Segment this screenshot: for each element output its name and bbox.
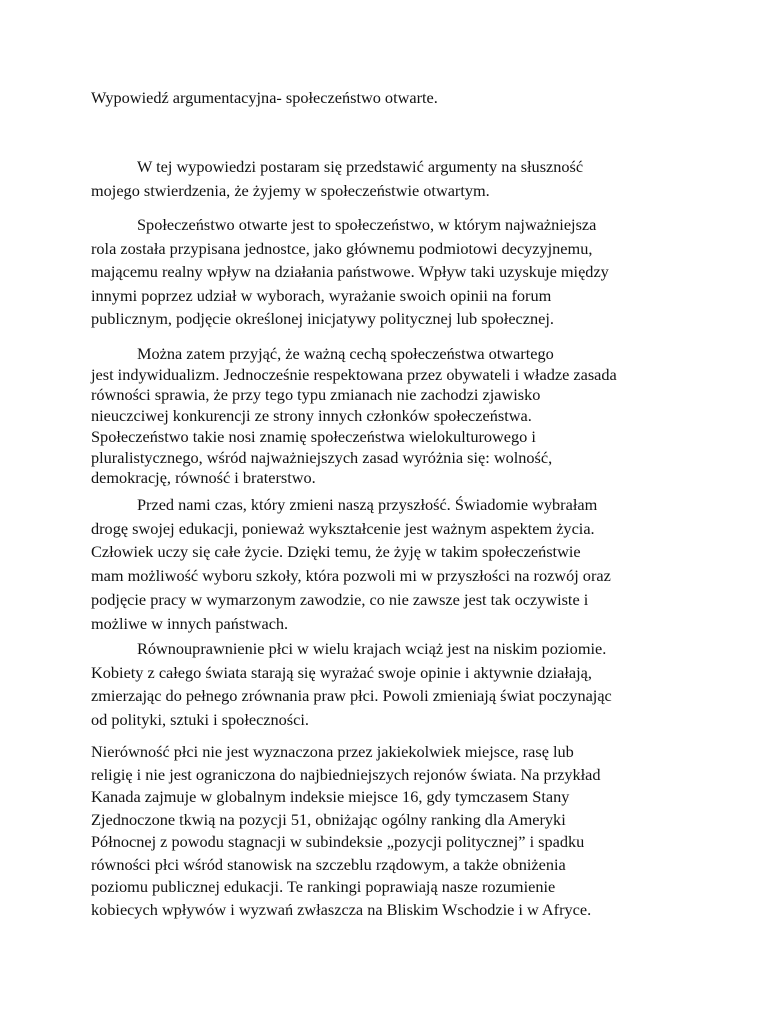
paragraph-gender-equality	[91, 637, 612, 732]
text-line: poziomu publicznej edukacji. Te rankingi poprawiają nasze rozumienie	[91, 877, 556, 896]
text-line: Północnej z powodu stagnacji w subindeksie „pozycji politycznej” i spadku	[91, 832, 585, 851]
text-line: mam możliwość wyboru szkoły, która pozwoli mi w przyszłości na rozwój oraz	[91, 566, 611, 586]
text-line: Nierówność płci nie jest wyznaczona przez jakiekolwiek miejsce, rasę lub	[91, 742, 574, 761]
text-line: nieuczciwej konkurencji ze strony innych członków społeczeństwa.	[91, 406, 532, 426]
paragraph-intro	[91, 155, 583, 203]
text-line: kobiecych wpływów i wyzwań zwłaszcza na Bliskim Wschodzie i w Afryce.	[91, 899, 592, 919]
text-line: Równouprawnienie płci w wielu krajach wciąż jest na niskim poziomie.	[137, 639, 607, 658]
text-line: Społeczeństwo takie nosi znamię społeczeństwa wielokulturowego i	[91, 426, 536, 446]
text-line: Człowiek uczy się całe życie. Dzięki temu, że żyję w takim społeczeństwie	[91, 542, 581, 562]
text-line: demokrację, równość i braterstwo.	[91, 468, 316, 488]
text-line: Zjednoczone tkwią na pozycji 51, obniżając ogólny ranking dla Ameryki	[91, 809, 566, 829]
text-line: Kanada zajmuje w globalnym indeksie miejsce 16, gdy tymczasem Stany	[91, 787, 570, 806]
text-line: mającemu realny wpływ na działania państwowe. Wpływ taki uzyskuje między	[91, 262, 609, 281]
text-line: innymi poprzez udział w wyborach, wyrażanie swoich opinii na forum	[91, 285, 552, 305]
paragraph-individualism	[91, 344, 617, 489]
text-line: równości płci wśród stanowisk na szczeblu rządowym, a także obniżenia	[91, 854, 566, 874]
text-line: Społeczeństwo otwarte jest to społeczeństwo, w którym najważniejsza	[137, 215, 597, 234]
text-line: możliwe w innych państwach.	[91, 613, 289, 633]
document-title: Wypowiedź argumentacyjna- społeczeństwo otwarte.	[91, 88, 438, 107]
paragraph-gender-inequality	[91, 741, 601, 921]
text-line: Kobiety z całego świata starają się wyrażać swoje opinie i aktywnie działają,	[91, 662, 592, 682]
text-line: równości sprawia, że przy tego typu zmianach nie zachodzi zjawisko	[91, 385, 541, 405]
text-line: Przed nami czas, który zmieni naszą przyszłość. Świadomie wybrałam	[137, 495, 598, 514]
text-line: mojego stwierdzenia, że żyjemy w społeczeństwie otwartym.	[91, 181, 490, 200]
text-line: od polityki, sztuki i społeczności.	[91, 710, 309, 730]
text-line: jest indywidualizm. Jednocześnie respektowana przez obywateli i władze zasada	[91, 364, 617, 384]
text-line: Można zatem przyjąć, że ważną cechą społeczeństwa otwartego	[137, 344, 554, 363]
text-line: rola została przypisana jednostce, jako głównemu podmiotowi decyzyjnemu,	[91, 238, 593, 258]
text-line: zmierzając do pełnego zrównania praw płci. Powoli zmieniają świat poczynając	[91, 686, 612, 706]
paragraph-education	[91, 493, 611, 635]
text-line: pluralistycznego, wśród najważniejszych zasad wyróżnia się: wolność,	[91, 447, 553, 467]
text-line: drogę swojej edukacji, ponieważ wykształcenie jest ważnym aspektem życia.	[91, 518, 595, 538]
text-line: publicznym, podjęcie określonej inicjatywy politycznej lub społecznej.	[91, 309, 554, 328]
text-line: religię i nie jest ograniczona do najbiedniejszych rejonów świata. Na przykład	[91, 764, 601, 784]
text-line: W tej wypowiedzi postaram się przedstawić argumenty na słuszność	[137, 157, 584, 176]
paragraph-definition	[91, 213, 609, 331]
text-line: podjęcie pracy w wymarzonym zawodzie, co nie zawsze jest tak oczywiste i	[91, 589, 589, 609]
